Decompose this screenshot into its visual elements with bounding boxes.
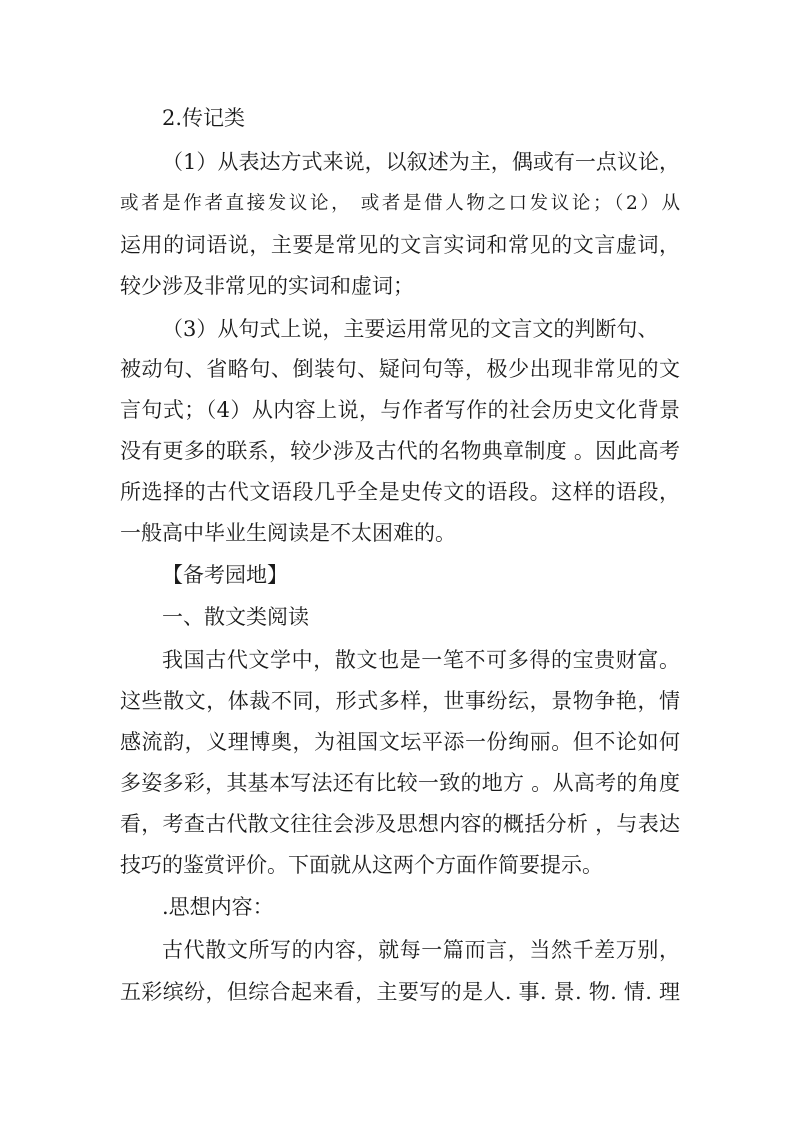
paragraph-line: 被动句、省略句、倒装句、疑问句等，极少出现非常见的文 <box>120 357 680 381</box>
paragraph-line: 感流韵，义理博奥，为祖国文坛平添一份绚丽。但不论如何 <box>120 730 680 754</box>
paragraph-line: 较少涉及非常见的实词和虚词； <box>120 274 414 298</box>
paragraph-line: 技巧的鉴赏评价。下面就从这两个方面作简要提示。 <box>120 853 603 877</box>
section-heading-exam-garden: 【备考园地】 <box>162 563 288 587</box>
paragraph-line: （3）从句式上说，主要运用常见的文言文的判断句、 <box>162 317 659 341</box>
section-heading-prose-reading: 一、散文类阅读 <box>162 605 309 629</box>
paragraph-line: 没有更多的联系，较少涉及古代的名物典章制度 。因此高考 <box>120 439 680 463</box>
paragraph-line: 运用的词语说，主要是常见的文言实词和常见的文言虚词， <box>120 233 680 257</box>
paragraph-line: 我国古代文学中，散文也是一笔不可多得的宝贵财富。 <box>162 648 680 672</box>
section-heading-biography: 2.传记类 <box>162 106 246 130</box>
paragraph-line: 或者是作者直接发议论， 或者是借人物之口发议论；（2）从 <box>120 193 680 214</box>
paragraph-line: 五彩缤纷，但综合起来看，主要写的是人. 事. 景. 物. 情. 理 <box>120 980 680 1004</box>
paragraph-line: 所选择的古代文语段几乎全是史传文的语段。这样的语段， <box>120 480 680 504</box>
paragraph-line: 言句式；（4）从内容上说，与作者写作的社会历史文化背景 <box>120 398 680 422</box>
paragraph-line: 多姿多彩，其基本写法还有比较一致的地方 。从高考的角度 <box>120 771 680 795</box>
paragraph-line: 一般高中毕业生阅读是不太困难的。 <box>120 521 456 545</box>
section-heading-content: .思想内容： <box>162 895 274 919</box>
paragraph-line: 这些散文，体裁不同，形式多样，世事纷纭，景物争艳，情 <box>120 689 680 713</box>
paragraph-line: 古代散文所写的内容，就每一篇而言，当然千差万别， <box>162 938 680 962</box>
paragraph-line: （1）从表达方式来说，以叙述为主，偶或有一点议论， <box>162 150 680 174</box>
paragraph-line: 看，考查古代散文往往会涉及思想内容的概括分析 ，与表达 <box>120 812 680 836</box>
